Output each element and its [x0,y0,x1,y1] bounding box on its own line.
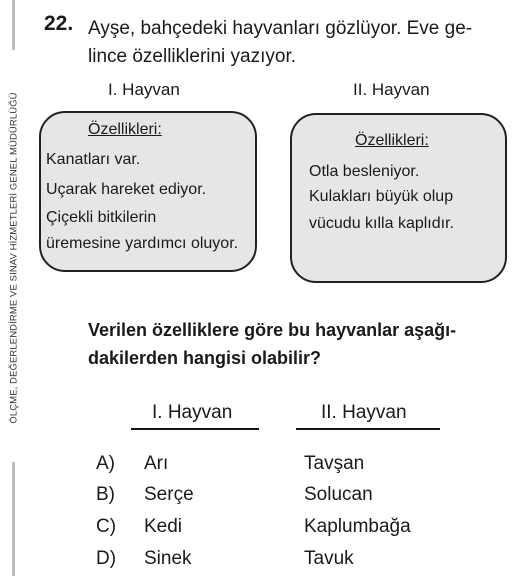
option-a-animal-1: Arı [144,453,169,474]
animal-2-feature: vücudu kılla kaplıdır. [309,215,454,232]
option-d-animal-1: Sinek [144,548,192,569]
animal-1-title: I. Hayvan [108,80,180,99]
question-number: 22. [44,12,74,35]
question-stem-line-1: Ayşe, bahçedeki hayvanları gözlüyor. Eve ge- [88,18,473,39]
question-prompt-line-2: dakilerden hangisi olabilir? [88,348,322,368]
animal-1-feature: üremesine yardımcı oluyor. [46,235,239,252]
sidebar-publisher-text: ÖLÇME, DEĞERLENDİRME VE SINAV HİZMETLERİ GENEL MÜDÜRLÜĞÜ [8,92,20,424]
animal-2-feature: Otla besleniyor. [309,163,420,180]
option-d-letter[interactable]: D) [96,548,117,569]
option-a-animal-2: Tavşan [304,453,365,474]
animal-1-features-heading: Özellikleri: [88,121,162,138]
option-d-animal-2: Tavuk [304,548,354,569]
question-stem-line-2: lince özelliklerini yazıyor. [88,46,297,67]
option-c-animal-1: Kedi [144,516,183,537]
animal-1-feature: Çiçekli bitkilerin [46,209,157,226]
sidebar-stripe-top [12,0,15,50]
question-prompt [88,316,518,372]
column-header-animal-2: II. Hayvan [321,402,407,423]
animal-2-features-heading: Özellikleri: [355,132,429,149]
question-prompt-line-1: Verilen özelliklere göre bu hayvanlar aşağı- [88,320,457,340]
column-underline-2 [296,428,440,430]
option-b-animal-2: Solucan [304,484,373,505]
column-underline-1 [131,428,259,430]
option-c-animal-2: Kaplumbağa [304,516,411,537]
animal-1-feature: Uçarak hareket ediyor. [46,181,207,198]
animal-1-feature: Kanatları var. [46,151,141,168]
question-stem [88,15,508,71]
animal-2-feature: Kulakları büyük olup [309,188,454,205]
option-a-letter[interactable]: A) [96,453,115,474]
animal-2-title: II. Hayvan [353,80,430,99]
column-header-animal-1: I. Hayvan [152,402,233,423]
option-c-letter[interactable]: C) [96,516,117,537]
sidebar-stripe-bottom [12,462,15,576]
option-b-animal-1: Serçe [144,484,194,505]
option-b-letter[interactable]: B) [96,484,115,505]
